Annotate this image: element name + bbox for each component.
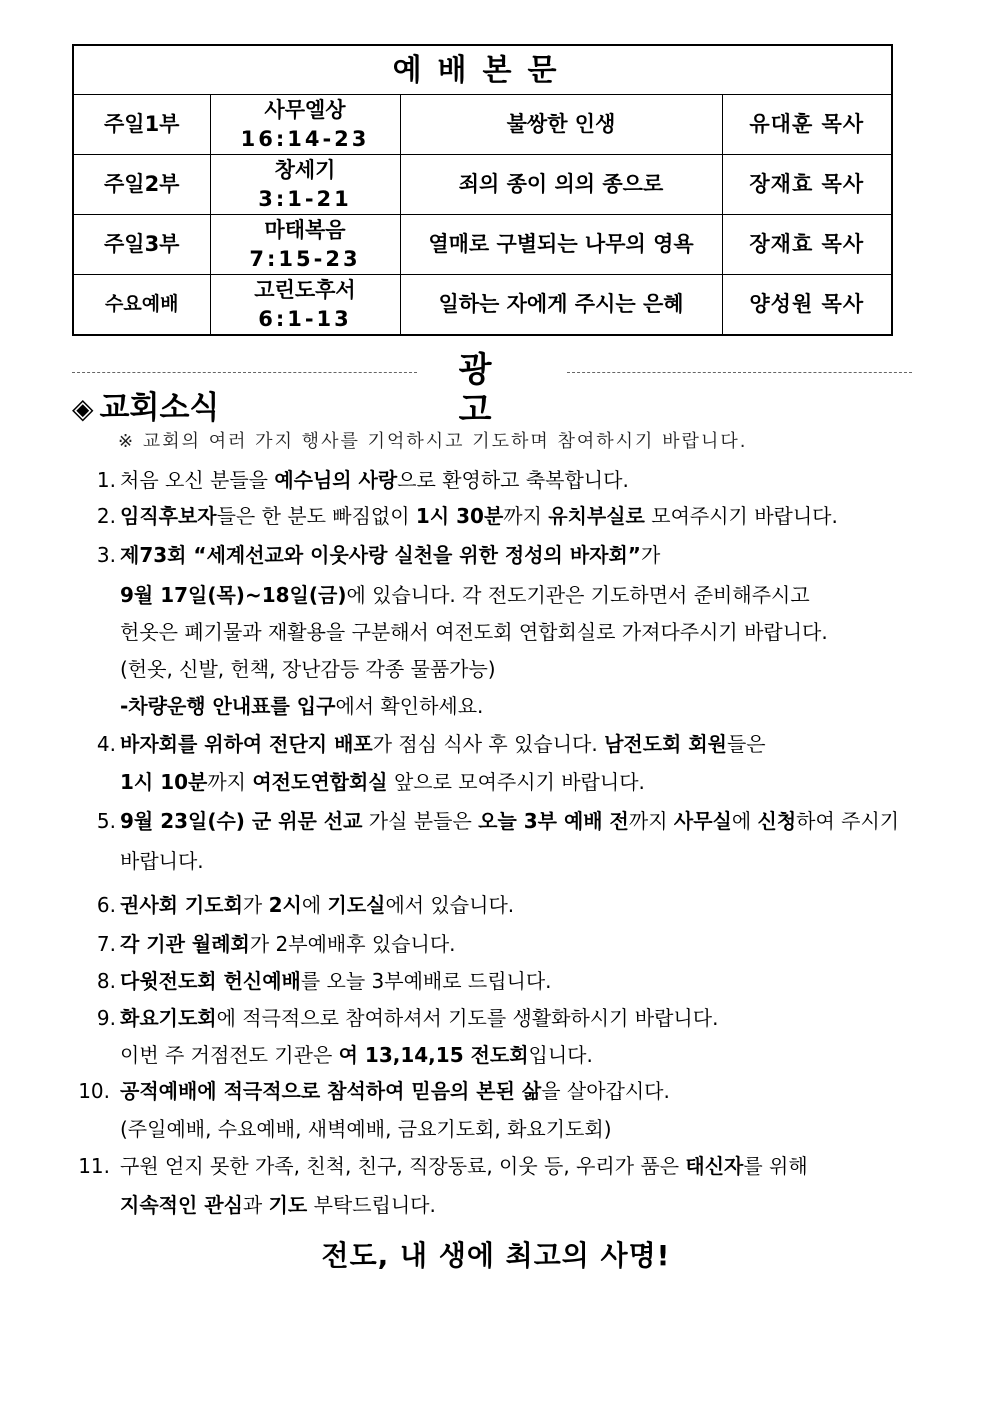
plain-text: 입니다.	[528, 1043, 593, 1067]
plain-text: 에 있습니다. 각 전도기관은 기도하면서 준비해주시고	[346, 583, 810, 607]
emphasized-text: 기도	[268, 1193, 308, 1217]
emphasized-text: 신청	[757, 809, 797, 833]
emphasized-text: 남전도회 회원	[604, 732, 727, 756]
plain-text: 과	[242, 1193, 269, 1217]
announcement-number: 8.	[96, 969, 116, 993]
emphasized-text: 권사회 기도회	[120, 893, 243, 917]
announcement-text	[120, 580, 810, 610]
plain-text: 들은 한 분도 빠짐없이	[216, 504, 416, 528]
plain-text: 에 적극적으로 참여하셔서 기도를 생활화하시기 바랍니다.	[216, 1006, 719, 1030]
sermon-title: 불쌍한 인생	[400, 95, 722, 155]
emphasized-text: 사무실	[673, 809, 732, 833]
announcement-text	[120, 846, 204, 876]
emphasized-text: -차량운행 안내표를 입구	[120, 694, 336, 718]
schedule-row	[73, 95, 892, 155]
plain-text: 가	[242, 893, 269, 917]
schedule-row	[73, 155, 892, 215]
emphasized-text: 오늘 3부 예배 전	[478, 809, 629, 833]
emphasized-text: 여전도연합회실	[252, 770, 388, 794]
plain-text: 에서 확인하세요.	[335, 694, 484, 718]
scripture-reference	[210, 275, 400, 336]
announcement-text	[120, 966, 552, 996]
emphasized-text: 유치부실로	[548, 504, 645, 528]
announcement-number: 11.	[78, 1154, 110, 1178]
emphasized-text: 9월 23일(수) 군 위문 선교	[120, 809, 363, 833]
plain-text: 에	[731, 809, 758, 833]
plain-text: (주일예배, 수요예배, 새벽예배, 금요기도회, 화요기도회)	[120, 1117, 612, 1141]
plain-text: 바랍니다.	[120, 849, 204, 873]
announcement-number: 4.	[96, 732, 116, 756]
plain-text: 모여주시기 바랍니다.	[644, 504, 838, 528]
scripture-reference	[210, 95, 400, 155]
emphasized-text: 공적예배에 적극적으로 참석하여 믿음의 본된 삶	[120, 1079, 542, 1103]
announcement-text	[120, 691, 483, 721]
scripture-book: 고린도후서	[254, 277, 356, 302]
emphasized-text: 예수님의 사랑	[274, 468, 398, 492]
service-name: 주일2부	[73, 155, 210, 215]
scripture-book: 창세기	[274, 157, 336, 182]
announcement-text	[120, 501, 838, 531]
emphasized-text: 여 13,14,15 전도회	[338, 1043, 529, 1067]
service-name: 주일3부	[73, 215, 210, 275]
announcement-number: 3.	[96, 543, 116, 567]
plain-text: 앞으로 모여주시기 바랍니다.	[387, 770, 645, 794]
announcement-text	[120, 929, 456, 959]
plain-text: 까지	[503, 504, 549, 528]
diamond-bullet-icon: ◈	[72, 392, 94, 425]
emphasized-text: 각 기관 월례회	[120, 932, 250, 956]
church-news-note: ※ 교회의 여러 가지 행사를 기억하시고 기도하며 참여하시기 바랍니다.	[118, 431, 748, 452]
emphasized-text: 지속적인 관심	[120, 1193, 243, 1217]
schedule-row	[73, 215, 892, 275]
emphasized-text: 태신자	[685, 1154, 744, 1178]
dashed-rule-right	[567, 372, 912, 373]
preacher-name: 양성원 목사	[722, 275, 892, 336]
announcement-text	[120, 1040, 593, 1070]
announcements-title: 광고	[458, 350, 526, 430]
scripture-reference	[210, 155, 400, 215]
plain-text: 들은	[726, 732, 766, 756]
church-news-title: 교회소식	[99, 390, 220, 426]
announcement-number: 9.	[96, 1006, 116, 1030]
schedule-row	[73, 275, 892, 336]
plain-text: 헌옷은 폐기물과 재활용을 구분해서 여전도회 연합회실로 가져다주시기 바랍니다.	[120, 620, 828, 644]
plain-text: 가	[640, 543, 661, 567]
announcement-number: 5.	[96, 809, 116, 833]
plain-text: 이번 주 거점전도 기관은	[120, 1043, 339, 1067]
announcement-text	[120, 1003, 718, 1033]
announcement-text	[120, 1076, 670, 1106]
preacher-name: 장재효 목사	[722, 215, 892, 275]
plain-text: 가 2부예배후 있습니다.	[249, 932, 456, 956]
service-name: 수요예배	[73, 275, 210, 336]
sermon-title: 열매로 구별되는 나무의 영욕	[400, 215, 722, 275]
plain-text: 가실 분들은	[362, 809, 479, 833]
emphasized-text: 제73회 “세계선교와 이웃사랑 실천을 위한 정성의 바자회”	[120, 543, 641, 567]
emphasized-text: 화요기도회	[120, 1006, 217, 1030]
emphasized-text: 1시 10분	[120, 770, 208, 794]
plain-text: 에서 있습니다.	[385, 893, 515, 917]
plain-text: 를 오늘 3부예배로 드립니다.	[300, 969, 552, 993]
preacher-name: 장재효 목사	[722, 155, 892, 215]
announcement-text	[120, 1114, 612, 1144]
announcement-number: 6.	[96, 893, 116, 917]
plain-text: 으로 환영하고 축복합니다.	[397, 468, 629, 492]
plain-text: 까지	[207, 770, 253, 794]
announcement-text	[120, 540, 660, 570]
emphasized-text: 1시 30분	[415, 504, 504, 528]
scripture-reference	[210, 215, 400, 275]
announcement-text	[120, 465, 629, 495]
announcement-text	[120, 1151, 808, 1181]
preacher-name: 유대훈 목사	[722, 95, 892, 155]
emphasized-text: 2시	[268, 893, 302, 917]
plain-text: 를 위해	[743, 1154, 808, 1178]
dashed-rule-left	[72, 372, 417, 373]
emphasized-text: 다윗전도회 헌신예배	[120, 969, 301, 993]
schedule-title: 예배본문	[73, 45, 892, 95]
church-news-heading	[72, 387, 219, 430]
emphasized-text: 임직후보자	[120, 504, 217, 528]
scripture-verse: 6:1-13	[258, 306, 352, 331]
sermon-title: 죄의 종이 의의 종으로	[400, 155, 722, 215]
announcement-number: 10.	[78, 1079, 110, 1103]
plain-text: 처음 오신 분들을	[120, 468, 275, 492]
plain-text: 부탁드립니다.	[307, 1193, 436, 1217]
scripture-verse: 7:15-23	[249, 246, 361, 271]
announcement-number: 1.	[96, 468, 116, 492]
scripture-verse: 16:14-23	[240, 126, 370, 151]
service-name: 주일1부	[73, 95, 210, 155]
announcement-text	[120, 729, 766, 759]
worship-schedule-table	[72, 44, 893, 336]
plain-text: 하여 주시기	[796, 809, 900, 833]
announcement-number: 7.	[96, 932, 116, 956]
scripture-book: 사무엘상	[264, 97, 346, 122]
plain-text: 에	[301, 893, 328, 917]
scripture-verse: 3:1-21	[258, 186, 352, 211]
announcement-text	[120, 654, 496, 684]
plain-text: 가 점심 식사 후 있습니다.	[372, 732, 605, 756]
emphasized-text: 바자회를 위하여 전단지 배포	[120, 732, 373, 756]
announcement-text	[120, 806, 899, 836]
announcement-text	[120, 617, 828, 647]
announcement-text	[120, 890, 514, 920]
plain-text: 구원 얻지 못한 가족, 친척, 친구, 직장동료, 이웃 등, 우리가 품은	[120, 1154, 686, 1178]
announcement-number: 2.	[96, 504, 116, 528]
announcement-text	[120, 767, 645, 797]
plain-text: 을 살아갑시다.	[541, 1079, 670, 1103]
emphasized-text: 기도실	[327, 893, 386, 917]
plain-text: (헌옷, 신발, 헌책, 장난감등 각종 물품가능)	[120, 657, 496, 681]
plain-text: 까지	[628, 809, 674, 833]
emphasized-text: 9월 17일(목)~18일(금)	[120, 583, 347, 607]
closing-slogan: 전도, 내 생에 최고의 사명!	[321, 1239, 671, 1272]
announcement-text	[120, 1190, 436, 1220]
sermon-title: 일하는 자에게 주시는 은혜	[400, 275, 722, 336]
scripture-book: 마태복음	[264, 217, 346, 242]
